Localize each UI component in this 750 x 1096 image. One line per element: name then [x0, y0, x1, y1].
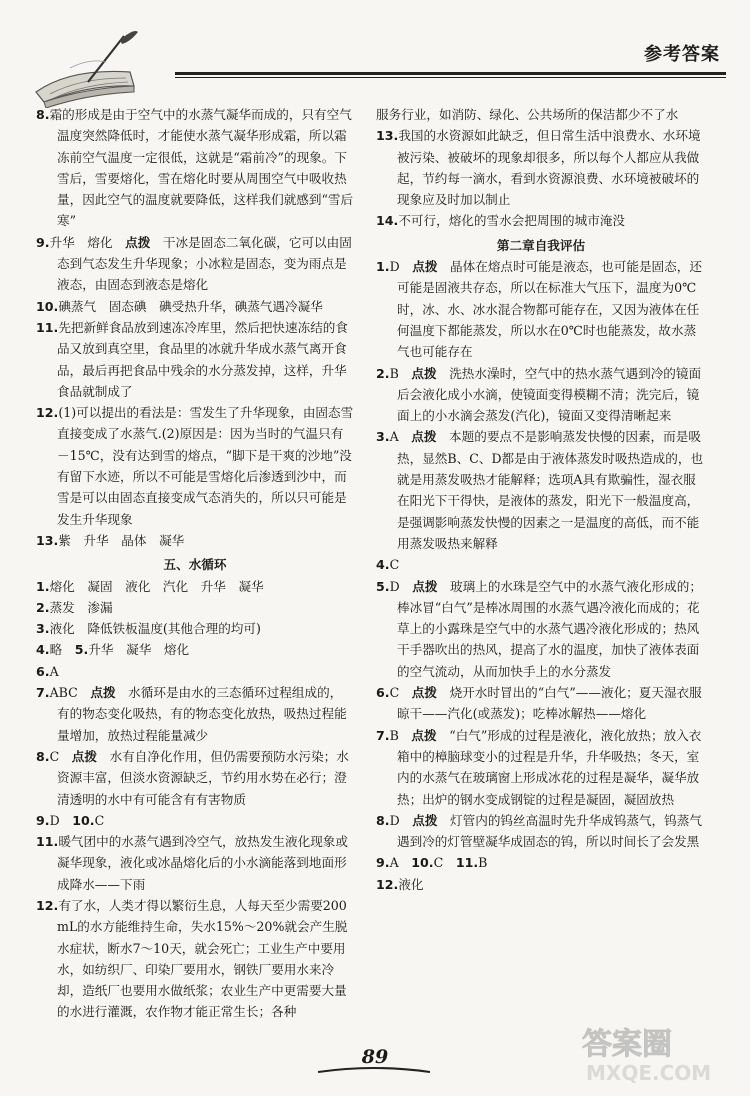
- answer-number: 3.: [36, 621, 50, 637]
- answer-text: “白气”形成的过程是液化，液化放热；放入衣箱中的樟脑球变小的过程是升华，升华吸热；冬天，室内的水蒸气在玻璃窗上形成冰花的过程是凝华，凝华放热；出炉的钢水变成钢锭的过程是凝固，凝固放热: [397, 727, 702, 807]
- answer-number: 8.: [36, 748, 50, 764]
- answer-text: 紫 升华 晶体 凝华: [58, 532, 185, 548]
- answer-text: 烧开水时冒出的“白气”——液化；夏天湿衣服晾干——汽化(或蒸发)；吃棒冰解热——熔化: [397, 685, 702, 722]
- answer-number: 5.: [74, 642, 89, 658]
- hint-label: 点拨: [125, 234, 151, 250]
- answer-item: [36, 576, 354, 597]
- left-column: [36, 104, 354, 1023]
- hint-label: 点拨: [412, 812, 438, 828]
- answer-text: 本题的要点不是影响蒸发快慢的因素，而是吸热，显然B、C、D都是由于液体蒸发时吸热造成的，也就是用蒸发吸热才能解释；选项A具有欺骗性，湿衣服在阳光下干得快，是液体的蒸发，阳光下一般温度高，是强调影响蒸发快慢的因素之一是温度的高低，而不能用蒸发吸热来解释: [397, 429, 704, 551]
- answer-choice: D: [389, 578, 413, 594]
- answer-choice: 升华 熔化: [49, 234, 126, 250]
- hint-label: 点拨: [90, 685, 116, 701]
- answer-number: 10.: [411, 855, 434, 871]
- hint-label: 点拨: [71, 748, 97, 764]
- answer-number: 8.: [36, 107, 50, 122]
- answer-item: [36, 317, 354, 402]
- answer-number: 4.: [36, 642, 50, 658]
- hint-label: 点拨: [411, 365, 437, 381]
- answer-text: 先把新鲜食品放到速冻冷库里，然后把快速冻结的食品又放到真空里，食品里的冰就升华成水蒸气离开食品，最后再把食品中残余的水分蒸发掉，这样，升华食品就制成了: [57, 319, 348, 399]
- answer-number: 8.: [376, 812, 390, 828]
- section-title: 第二章自我评估: [496, 237, 586, 253]
- answer-text: 蒸发 渗漏: [49, 599, 113, 615]
- answer-text: C: [94, 812, 105, 828]
- answer-number: 7.: [376, 727, 390, 743]
- answer-choice: D: [389, 812, 413, 828]
- answer-item: [36, 746, 354, 810]
- answer-number: 9.: [36, 812, 50, 828]
- answer-number: 14.: [376, 213, 399, 229]
- book-quill-logo-icon: [30, 28, 142, 108]
- answer-text: 服务行业，如消防、绿化、公共场所的保洁都少不了水: [376, 107, 679, 122]
- answer-choice: D: [389, 259, 413, 275]
- watermark-logo: [576, 1018, 736, 1086]
- answer-item: [376, 426, 706, 554]
- svg-text:答案圈: 答案圈: [582, 1027, 672, 1062]
- answer-number: 11.: [36, 834, 59, 850]
- answer-item: [376, 363, 706, 427]
- answer-number: 4.: [376, 557, 390, 573]
- answer-choice: ABC: [49, 685, 91, 701]
- hint-label: 点拨: [411, 429, 437, 445]
- answer-item: [36, 104, 354, 232]
- page-header: [0, 0, 750, 112]
- svg-text:MXQE.COM: MXQE.COM: [586, 1061, 712, 1085]
- answer-number: 12.: [36, 405, 59, 421]
- answer-number: 13.: [376, 128, 399, 144]
- answer-text: 灯管内的钨丝高温时先升华成钨蒸气，钨蒸气遇到冷的灯管壁凝华成固态的钨，所以时间长了会发黑: [397, 812, 702, 850]
- answer-number: 6.: [376, 685, 390, 701]
- answer-text: 干冰是固态二氧化碳，它可以由固态到气态发生升华现象；小冰粒是固态，变为雨点是液态，由固态到液态是熔化: [57, 234, 352, 293]
- answer-text: 我国的水资源如此缺乏，但日常生活中浪费水、水环境被污染、被破坏的现象却很多，所以每个人都应从我做起，节约每一滴水，看到水资源浪费、水环境被破坏的现象应及时加以制止: [397, 128, 701, 208]
- answer-text: 霜的形成是由于空气中的水蒸气凝华而成的，只有空气温度突然降低时，才能使水蒸气凝华形成霜，所以霜冻前空气温度一定很低，这就是“霜前冷”的现象。下雪后，雪要熔化，雪在熔化时要从周围空气中吸收热量，因此空气的温度就要降低，这样我们就感到“雪后寒”: [49, 107, 354, 229]
- answer-text: A: [389, 855, 412, 871]
- answer-item: [36, 895, 354, 1023]
- answer-item: [376, 256, 706, 362]
- page-number: 89: [361, 1046, 389, 1068]
- answer-number: 1.: [36, 578, 50, 594]
- right-column: [376, 104, 706, 895]
- answer-choice: A: [389, 429, 412, 445]
- answer-text: 液化 降低铁板温度(其他合理的均可): [49, 621, 261, 637]
- answer-number: 1.: [376, 259, 390, 275]
- answer-text: 液化: [398, 876, 424, 892]
- answer-text: 晶体在熔点时可能是液态，也可能是固态，还可能是固液共存态，所以在标准大气压下，温度为0℃时，冰、水、冰水混合物都可能存在，又因为液体在任何温度下都能蒸发，所以水在0℃时也能蒸发，故水蒸气也可能存在: [397, 259, 702, 360]
- answer-text: A: [49, 663, 59, 679]
- answer-text: 暖气团中的水蒸气遇到冷空气，放热发生液化现象或凝华现象，液化或冰晶熔化后的小水滴能落到地面形成降水——下雨: [57, 834, 348, 892]
- answer-text: 水循环是由水的三态循环过程组成的，有的物态变化吸热，有的物态变化放热，吸热过程能量增加，放热过程能量减少: [57, 685, 347, 743]
- answer-text: 有了水，人类才得以繁衍生息，人每天至少需要200 mL的水方能维持生命，失水15%～20%就会产生脱水症状，断水7～10天，就会死亡；工业生产中要用水，如纺织厂、印染厂要用水，钢铁厂要用水来冷却，造纸厂也要用水做纸浆；农业生产中更需要大量的水进行灌溉，农作物才能正常生长；各种: [57, 897, 348, 1020]
- answer-number: 9.: [376, 855, 390, 871]
- answer-item: [36, 232, 354, 296]
- answer-item: [376, 125, 706, 210]
- answer-number: 11.: [455, 855, 479, 871]
- answer-number: 3.: [376, 429, 390, 445]
- header-rule: [175, 72, 726, 75]
- answer-number: 2.: [376, 365, 390, 381]
- answer-number: 5.: [376, 578, 390, 594]
- hint-label: 点拨: [412, 578, 438, 594]
- answer-number: 9.: [36, 234, 50, 250]
- answer-number: 2.: [36, 599, 50, 615]
- answer-item: [36, 618, 354, 639]
- answer-text: 洗热水澡时，空气中的热水蒸气遇到冷的镜面后会液化成小水滴，使镜面变得模糊不清；洗完后，镜面上的小水滴会蒸发(汽化)，镜面又变得清晰起来: [397, 365, 702, 424]
- answer-text: B: [478, 855, 488, 871]
- answer-item: [36, 810, 354, 831]
- answer-item: [36, 831, 354, 895]
- answer-choice: C: [389, 685, 412, 701]
- answer-number: 6.: [36, 663, 50, 679]
- answer-item: [376, 682, 706, 725]
- answer-text: C: [433, 855, 456, 871]
- section-title: 五、水循环: [163, 557, 227, 573]
- answer-item: [376, 725, 706, 810]
- answer-text: 升华 凝华 熔化: [88, 642, 190, 658]
- answer-number: 10.: [72, 812, 95, 828]
- header-rule-thin: [175, 77, 726, 78]
- hint-label: 点拨: [412, 259, 438, 275]
- answer-number: 12.: [376, 876, 399, 892]
- answer-number: 10.: [36, 298, 59, 314]
- answer-text: 熔化 凝固 液化 汽化 升华 凝华: [49, 578, 264, 594]
- answer-item: [36, 296, 354, 317]
- answer-choice: B: [389, 365, 412, 381]
- answer-item: [36, 402, 354, 530]
- answer-item: [36, 661, 354, 682]
- answer-item: [376, 576, 706, 682]
- answer-item: [36, 597, 354, 618]
- hint-label: 点拨: [411, 727, 437, 743]
- answer-item: [376, 210, 706, 231]
- hint-label: 点拨: [411, 685, 437, 701]
- answer-text: 玻璃上的水珠是空气中的水蒸气液化形成的；棒冰冒“白气”是棒冰周围的水蒸气遇冷液化而成的；花草上的小露珠是空气中的水蒸气遇冷液化形成的；热风干手器吹出的热风，提高了水的温度，加快了液体表面的空气流动，从而加快手上的水分蒸发: [397, 578, 702, 679]
- page-number-swoosh-icon: [318, 1066, 430, 1074]
- answer-text: D: [49, 812, 73, 828]
- answer-choice: B: [389, 727, 412, 743]
- header-title: 参考答案: [644, 44, 720, 65]
- answer-text: C: [389, 557, 400, 573]
- answer-text: 水有自净化作用，但仍需要预防水污染；水资源丰富，但淡水资源缺乏，节约用水势在必行；澄清透明的水中有可能含有有害物质: [57, 748, 349, 807]
- answer-item: [376, 852, 706, 873]
- answer-text: (1)可以提出的看法是：雪发生了升华现象，由固态雪直接变成了水蒸气.(2)原因是：因为当时的气温只有－15℃，没有达到雪的熔点，“脚下是干爽的沙地”没有留下水迹，所以不可能是雪熔化后渗透到沙中，而雪是可以由固态直接变成气态消失的，所以只可能是发生升华现象: [57, 405, 354, 527]
- answer-number: 12.: [36, 897, 59, 913]
- answer-item: [376, 554, 706, 575]
- answer-item: [376, 810, 706, 853]
- answer-text: 不可行，熔化的雪水会把周围的城市淹没: [398, 213, 625, 229]
- answer-number: 13.: [36, 532, 59, 548]
- answer-number: 11.: [36, 319, 59, 335]
- answer-text: 略: [49, 642, 75, 658]
- answer-item: [36, 530, 354, 551]
- answer-item: [376, 874, 706, 895]
- answer-item: [36, 639, 354, 660]
- answer-text: 碘蒸气 固态碘 碘受热升华，碘蒸气遇冷凝华: [58, 298, 323, 314]
- answer-number: 7.: [36, 685, 50, 701]
- answer-item: [36, 682, 354, 746]
- answer-continued: [376, 104, 706, 125]
- answer-choice: C: [49, 748, 72, 764]
